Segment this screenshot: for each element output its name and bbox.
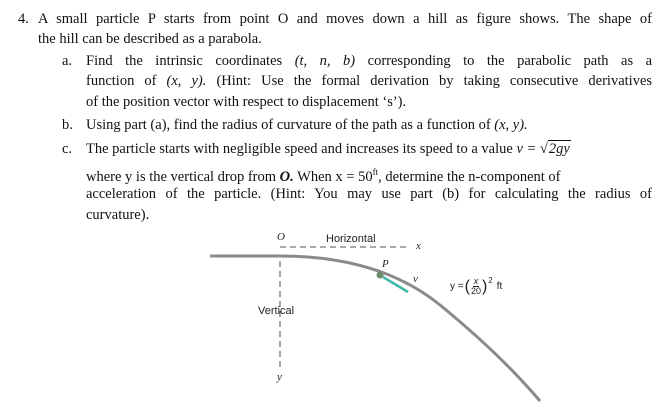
part-c-line4: curvature). [86, 207, 150, 223]
label-particle-p: P [382, 258, 389, 270]
part-c-origin: O. [279, 168, 294, 185]
hill-figure [200, 225, 640, 405]
label-velocity: v [413, 273, 418, 285]
equation-lhs: y = [450, 280, 464, 292]
equation-fraction [471, 277, 481, 296]
part-a-line3: of the position vector with respect to displacement ‘s’). [86, 94, 407, 110]
label-origin: O [277, 231, 285, 243]
part-c-line2 [86, 163, 561, 187]
part-c-marker: c. [62, 141, 73, 157]
problem-statement-line2: the hill can be described as a parabola. [38, 31, 262, 47]
part-c-unit: ft [372, 167, 379, 177]
part-c-v-equals: v = [516, 141, 537, 157]
parabola-equation [450, 277, 502, 296]
equation-numerator: x [473, 276, 479, 286]
part-c-line2-pre: where y is the vertical drop from [86, 168, 277, 185]
part-a-line2 [86, 72, 652, 91]
part-a-coords: (t, n, b) [294, 53, 356, 69]
part-b-line1-pre: Using part (a), find the radius of curvature of the path as a function of [86, 117, 491, 133]
equation-denominator: 20 [470, 286, 481, 296]
part-c-line3: acceleration of the particle. (Hint: You may use part (b) for calculating the radius of [86, 186, 652, 202]
part-c-line2-post: , determine the n-component of [378, 168, 561, 185]
part-c-line1-pre: The particle starts with negligible speed and increases its speed to a value [86, 141, 513, 157]
label-y-axis: y [277, 371, 282, 383]
label-vertical: Vertical [258, 305, 295, 317]
label-x-axis: x [416, 240, 421, 252]
equation-unit: ft [496, 280, 503, 292]
part-a-line2-post: (Hint: Use the formal derivation by taking consecutive derivatives [216, 73, 653, 89]
part-a-marker: a. [62, 53, 73, 69]
part-a-line1 [86, 52, 652, 71]
problem-statement-line1: A small particle P starts from point O and moves down a hill as figure shows. The shape of [38, 11, 652, 27]
sqrt-symbol: √ [539, 141, 548, 157]
part-a-line2-pre: function of [86, 73, 157, 89]
part-c-sqrt-arg: 2gy [548, 141, 570, 157]
part-b-xy: (x, y). [494, 117, 528, 133]
part-c-line1 [86, 140, 571, 159]
equation-exponent: 2 [488, 275, 493, 285]
problem-number: 4. [18, 11, 29, 27]
equation-right-paren: ) [481, 277, 488, 295]
part-a-xy: (x, y). [166, 73, 207, 89]
label-horizontal: Horizontal [326, 233, 376, 245]
part-b-line1 [86, 116, 528, 135]
part-a-line1-post: corresponding to the parabolic path as a [367, 53, 653, 69]
part-c-line2-mid: When x = 50 [297, 168, 373, 185]
part-a-line1-pre: Find the intrinsic coordinates [86, 53, 283, 69]
part-b-marker: b. [62, 117, 73, 133]
equation-left-paren: ( [464, 277, 470, 295]
particle-p [377, 272, 384, 279]
